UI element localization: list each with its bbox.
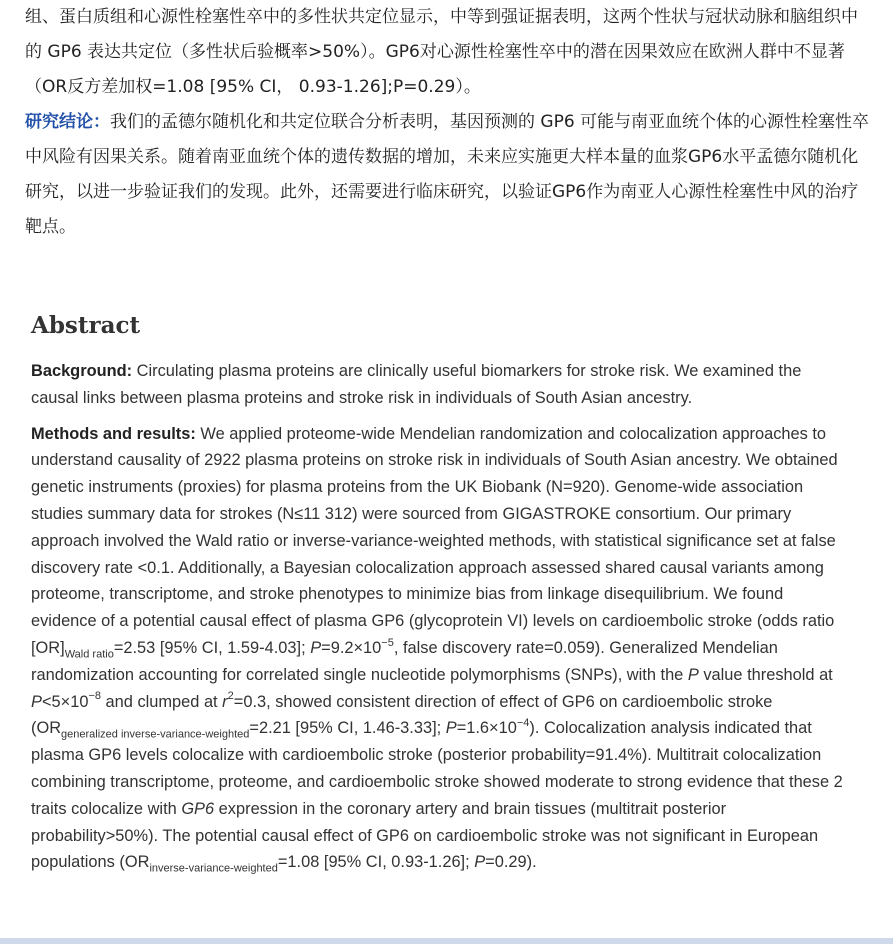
- methods-text: <5×10: [41, 692, 89, 711]
- methods-text: =2.53 [95% CI, 1.59-4.03];: [113, 638, 311, 657]
- background-paragraph: [31, 358, 851, 412]
- p-symbol: P: [474, 853, 486, 872]
- methods-text: ). Colocalization analysis indicated that plasma GP6 levels colocalize with cardioembolic stroke (posterior probability=91.4%). Multitrait colocalization combining transcriptome, proteome, and cardioembolic stroke showed moderate to strong evidence that these 2 traits colocalize with: [31, 719, 843, 818]
- methods-text: =0.3, showed consistent direction of effect of GP6 on cardioembolic stroke (OR: [31, 692, 773, 738]
- methods-text: =1.08 [95% CI, 0.93-1.26];: [277, 853, 475, 872]
- abstract-body: [31, 358, 851, 885]
- background-text: Circulating plasma proteins are clinically useful biomarkers for stroke risk. We examined the causal links between plasma proteins and stroke risk in individuals of South Asian ancestry.: [31, 362, 802, 407]
- p-symbol: P: [687, 665, 699, 684]
- methods-text: and clumped at: [100, 692, 223, 711]
- superscript: −4: [516, 716, 530, 729]
- superscript: −8: [88, 690, 101, 703]
- chinese-summary: [25, 0, 870, 245]
- chinese-results-paragraph: 组、蛋白质组和心源性栓塞性卒中的多性状共定位显示，中等到强证据表明，这两个性状与冠状动脉和脑组织中的 GP6 表达共定位（多性状后验概率>50%）。GP6对心源性栓塞性卒中的潜在因果效应在欧洲人群中不显著（OR反方差加权=1.08 [95% CI， 0.93-1.26];P=0.29）。: [25, 7, 858, 97]
- methods-text: =0.29).: [485, 853, 537, 872]
- methods-heading: Methods and results:: [31, 424, 196, 443]
- methods-text: =2.21 [95% CI, 1.46-3.33];: [249, 719, 446, 738]
- p-symbol: P: [445, 719, 457, 738]
- bottom-scroll-strip: [0, 938, 893, 944]
- methods-text: , false discovery rate=0.059). Generalized Mendelian randomization accounting for correlated single nucleotide polymorphisms (SNPs), with the: [31, 638, 778, 684]
- subscript: generalized inverse-variance-weighted: [61, 728, 250, 741]
- methods-text: =9.2×10: [321, 638, 382, 657]
- superscript: −5: [381, 636, 394, 649]
- conclusion-heading: 研究结论：: [25, 112, 110, 132]
- methods-text: value threshold at: [698, 665, 833, 684]
- r-symbol: r: [222, 692, 228, 711]
- p-symbol: P: [31, 692, 42, 711]
- background-heading: Background:: [31, 362, 133, 380]
- superscript: 2: [227, 690, 234, 703]
- methods-text: We applied proteome-wide Mendelian randomization and colocalization approaches to understand causality of 2922 plasma proteins on stroke risk in individuals of South Asian ancestry. We obtained genetic instruments (proxies) for plasma proteins from the UK Biobank (N=920). Genome-wide association studies summary data for strokes (N≤11 312) were sourced from GIGASTROKE consortium. Our primary approach involved the Wald ratio or inverse-variance-weighted methods, with statistical significance set at false discovery rate <0.1. Additionally, a Bayesian colocalization approach assessed shared causal variants among proteome, transcriptome, and stroke phenotypes to minimize bias from linkage disequilibrium. We found evidence of a potential causal effect of plasma GP6 (glycoprotein VI) levels on cardioembolic stroke (odds ratio [OR]: [31, 424, 838, 657]
- abstract-title: Abstract: [31, 312, 141, 339]
- subscript: Wald ratio: [64, 648, 114, 661]
- p-symbol: P: [310, 638, 322, 657]
- chinese-conclusion-paragraph: [25, 105, 870, 245]
- methods-text: expression in the coronary artery and brain tissues (multitrait posterior probability>50%). The potential causal effect of GP6 on cardioembolic stroke was not significant in European populations (OR: [31, 799, 819, 872]
- conclusion-text: 我们的孟德尔随机化和共定位联合分析表明，基因预测的 GP6 可能与南亚血统个体的心源性栓塞性卒中风险有因果关系。随着南亚血统个体的遗传数据的增加，未来应实施更大样本量的血浆GP6水平孟德尔随机化研究，以进一步验证我们的发现。此外，还需要进行临床研究，以验证GP6作为南亚人心源性栓塞性中风的治疗靶点。: [25, 112, 870, 237]
- gene-name: GP6: [181, 799, 215, 818]
- methods-results-paragraph: [31, 421, 851, 877]
- subscript: inverse-variance-weighted: [149, 862, 278, 875]
- methods-text: =1.6×10: [456, 719, 517, 738]
